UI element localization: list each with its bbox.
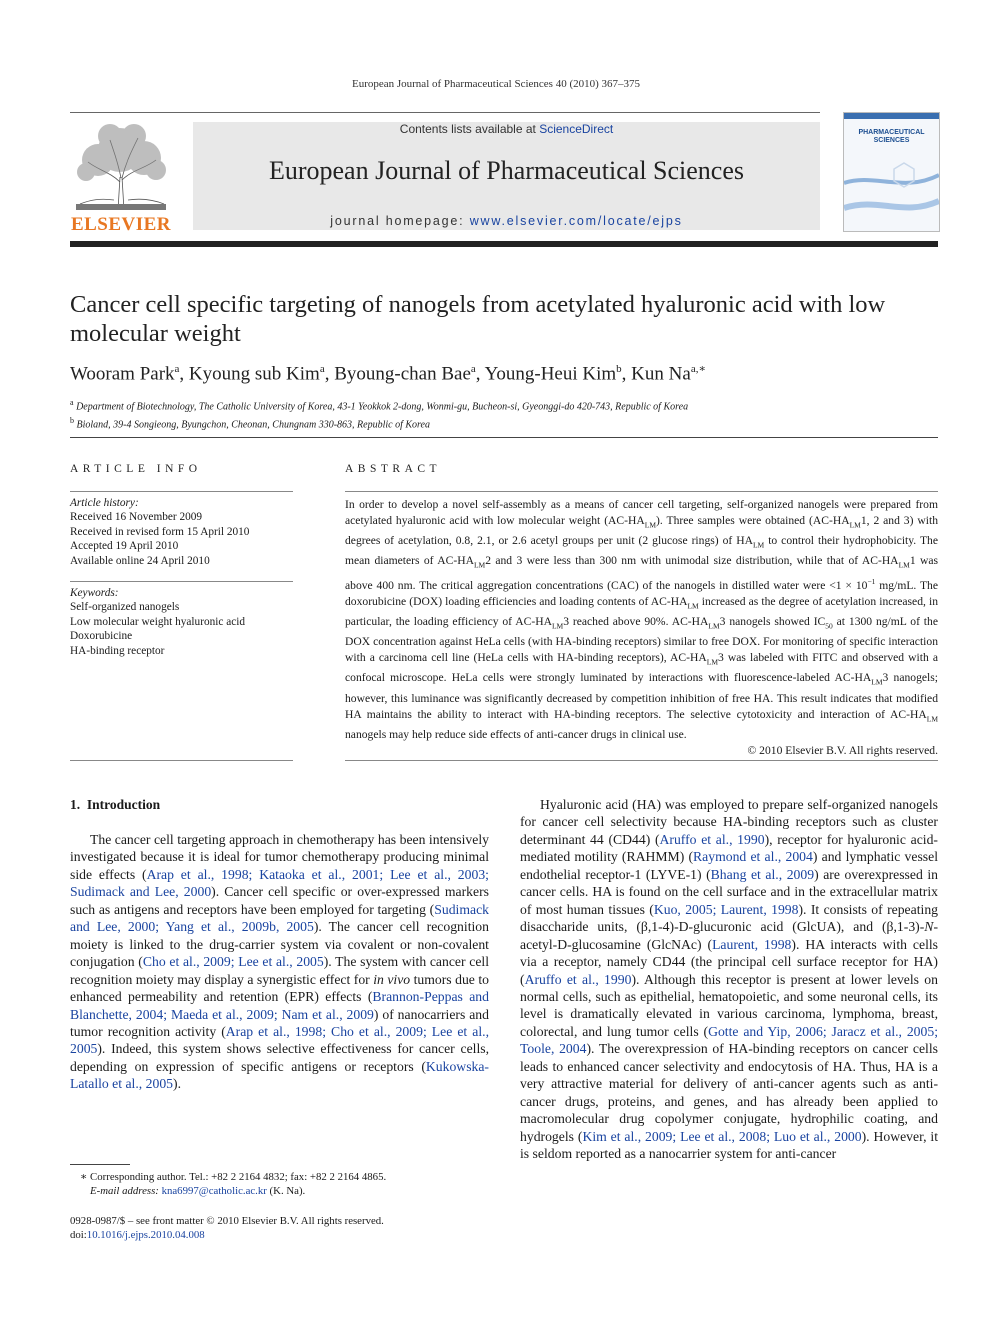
front-matter <box>70 1214 570 1242</box>
abstract-rule <box>345 491 938 492</box>
author-name[interactable]: Byoung-chan Bae <box>334 363 471 385</box>
author-affil-mark: b <box>616 363 622 375</box>
keywords <box>70 586 293 658</box>
journal-title: European Journal of Pharmaceutical Sciences <box>268 156 745 185</box>
cover-title-line1: PHARMACEUTICAL <box>858 129 925 136</box>
journal-cover-thumbnail[interactable] <box>843 112 940 232</box>
issn-line: 0928-0987/$ – see front matter © 2010 Elsevier B.V. All rights reserved. <box>70 1215 384 1227</box>
homepage-line <box>193 214 820 228</box>
section-number: 1. <box>70 797 81 812</box>
abstract-copyright: © 2010 Elsevier B.V. All rights reserved. <box>747 743 938 757</box>
history-label: Article history: <box>70 497 139 509</box>
history-item: Received in revised form 15 April 2010 <box>70 525 250 538</box>
header-thick-rule <box>70 241 938 247</box>
running-head: European Journal of Pharmaceutical Sciences 40 (2010) 367–375 <box>351 78 641 90</box>
keywords-label: Keywords: <box>70 587 119 599</box>
email-link[interactable]: kna6997@catholic.ac.kr <box>161 1185 267 1197</box>
homepage-prefix: journal homepage: <box>330 214 470 228</box>
keyword: Doxorubicine <box>70 630 133 643</box>
author-affil-mark: a <box>470 363 476 375</box>
cover-title-line2: SCIENCES <box>873 137 910 144</box>
journal-banner <box>193 122 820 230</box>
history-item: Received 16 November 2009 <box>70 511 203 524</box>
article-history <box>70 496 293 568</box>
author-name[interactable]: Kun Na <box>631 363 691 385</box>
abstract-text: In order to develop a novel self-assembly as a means of cancer cell targeting, self-organized nanogels were prepared from acetylated hyaluronic acid with low molecular weight $(AC-HA_{LM})$. Three samples were obtained ($AC-HA_{LM}1$, 2 and 3) with degrees of acetylation, 0.8, 2.1, or 2.6 acetyl groups per unit (2 glucose rings) of $HA_{LM}$ to control their hydrophobicity. The mean diameters of $AC-HA_{LM}2$ and 3 were less than 300 nm with unimodal size distribution, while that of $AC-HA_{LM}1$ was above 400 nm. The critical aggregation concentrations (CAC) of the nanogels in distilled water were $<1 \times 10^{-1}$ mg/mL. The doxorubicine (DOX) loading efficiencies and loading contents of $AC-HA_{LM}$ increased as the degree of acetylation increased, in particular, the loading efficiency of $AC-HA_{LM}3$ reached above 90%. $AC-HA_{LM}3$ nanogels showed $IC_{50}$ at 1300 ng/mL of the DOX concentration against HeLa cells (with HA-binding receptors) similar to free DOX. For monitoring of specific interaction with a carcinoma cell line (HeLa cells with HA-binding receptors), $AC-HA_{LM}3$ was labeled with FITC and observed with a confocal microscope. HeLa cells were strongly luminated by interactions with fluorescence-labeled $AC-HA_{LM}3$ nanogels; however, this luminance was significantly decreased by competition inhibition of free HA. This result indicates that modified HA maintains the ability to interact with HA-binding receptors. The selective cytotoxicity and interaction of $AC-HA_{LM}$ nanogels may help reduce side effects of anti-cancer drugs in clinical use. © 2010 Elsevier B.V. All rights reserved. <box>345 498 939 757</box>
doi-link[interactable]: 10.1016/j.ejps.2010.04.008 <box>86 1229 205 1241</box>
affiliation-text: Bioland, 39-4 Songieong, Byungchon, Cheonan, Chungnam 330-863, Republic of Korea <box>76 419 430 431</box>
history-item: Accepted 19 April 2010 <box>70 540 179 553</box>
affiliation <box>70 414 938 432</box>
article-title: Cancer cell specific targeting of nanogels from acetylated hyaluronic acid with low molecular weight <box>70 291 886 347</box>
doi-label: doi: <box>70 1229 87 1241</box>
keywords-rule <box>70 581 293 582</box>
author-name[interactable]: Kyoung sub Kim <box>188 363 320 385</box>
section-heading <box>70 797 160 813</box>
article-info-rule <box>70 491 293 492</box>
abstract-bottom-rule <box>345 760 938 761</box>
author-list: Wooram Park$^a$, Kyoung sub Kim$^a$, Byoung-chan Bae$^a$, Young-Heui Kim$^b$, Kun $Na^{a,∗}$ <box>70 363 706 385</box>
affiliation-text: Department of Biotechnology, The Catholic University of Korea, 43-1 Yeokkok 2-dong, Wonmi-gu, Bucheon-si, Gyeonggi-do 420-743, Republic of Korea <box>76 401 689 413</box>
email-note <box>70 1184 489 1198</box>
affiliation-mark: b <box>70 416 74 426</box>
elsevier-wordmark: ELSEVIER <box>70 214 172 235</box>
history-item: Available online 24 April 2010 <box>70 554 210 567</box>
sciencedirect-link[interactable]: ScienceDirect <box>539 122 614 136</box>
affiliation <box>70 396 938 414</box>
contents-line <box>193 122 820 136</box>
author-affil-mark: a <box>319 363 325 375</box>
homepage-link[interactable]: www.elsevier.com/locate/ejps <box>469 214 683 228</box>
affiliations <box>70 396 938 433</box>
elsevier-logo[interactable] <box>70 122 172 234</box>
tree-icon <box>70 122 172 214</box>
article-info-bottom-rule <box>70 760 293 761</box>
author-name[interactable]: Young-Heui Kim <box>484 363 617 385</box>
abstract-heading: ABSTRACT <box>345 463 442 475</box>
affiliation-mark: a <box>70 398 74 407</box>
intro-paragraph-1: The cancer cell targeting approach in chemotherapy has been intensively investigated because it is ideal for tumor chemotherapy producing minimal side effects (Arap et al., 1998; Kataoka et al., 2001; Lee et al., 2003; Sudimack and Lee, 2000). Cancer cell specific or over-expressed markers such as antigens and receptors have been employed for targeting (Sudimack and Lee, 2000; Yang et al., 2009b, 2005). The cancer cell recognition moiety is linked to the drug-carrier system via covalent or non-covalent conjugation (Cho et al., 2009; Lee et al., 2005). The system with cancer cell recognition moiety may display a synergistic effect for in vivo tumors due to enhanced permeability and retention (EPR) effects (Brannon-Peppas and Blanchette, 2004; Maeda et al., 2009; Nam et al., 2009) of nanocarriers and tumor recognition activity (Arap et al., 1998; Cho et al., 2009; Lee et al., 2005). Indeed, this system shows selective effectiveness for cancer cells, depending on expression of specific antigens or receptors (Kukowska-Latallo et al., 2005). <box>70 832 489 1092</box>
author-name[interactable]: Wooram Park <box>70 363 175 385</box>
article-info-heading: ARTICLE INFO <box>70 463 202 475</box>
corresponding-text: Corresponding author. Tel.: +82 2 2164 4832; fax: +82 2 2164 4865. <box>90 1171 387 1183</box>
intro-paragraph-2: Hyaluronic acid (HA) was employed to prepare self-organized nanogels for cancer cell selectivity because HA-binding receptors such as cluster determinant 44 (CD44) (Aruffo et al., 1990), receptor for hyaluronic acid-mediated motility (RAHMM) (Raymond et al., 2004) and lymphatic vessel endothelial receptor-1 (LYVE-1) (Bhang et al., 2009) are overexpressed in cancer cells. HA is found on the cell surface and in the extracellular matrix of most human tissues (Kuo, 2005; Laurent, 1998). It consists of repeating disaccharide units, (β,1-4)-D-glucuronic acid (GlcUA), and (β,1-3)-N-acetyl-D-glucosamine (GlcNAc) (Laurent, 1998). HA interacts with cells via a receptor, namely CD44 (the principal cell surface receptor for HA) (Aruffo et al., 1990). Although this receptor is present at lower levels on normal cells, such as epithelial, hematopoietic, and some neuronal cells, its level is dramatically elevated in various carcinoma, lymphoma, breast, colorectal, and lung tumor cells (Gotte and Yip, 2006; Jaracz et al., 2005; Toole, 2004). The overexpression of HA-binding receptors on cancer cells leads to enhanced cancer selectivity and endocytosis of HA. Thus, HA is a very attractive material for delivery of anti-cancer agents such as anti-cancer drugs, proteins, and genes, and has already been applied to macromolecular drug copolymer conjugate, hydrophilic coating, and hydrogels (Kim et al., 2009; Lee et al., 2008; Luo et al., 2000). However, it is seldom reported as a nanocarrier system for anti-cancer <box>520 797 939 1162</box>
corresponding-author-note: ∗ Corresponding author. Tel.: +82 2 2164 4832; fax: +82 2 2164 4865. <box>80 1171 387 1183</box>
footnote-rule <box>70 1164 130 1165</box>
author-affil-mark: a <box>174 363 180 375</box>
keyword: Low molecular weight hyaluronic acid <box>70 615 246 628</box>
doi-line <box>70 1228 570 1242</box>
keyword: HA-binding receptor <box>70 644 165 657</box>
author-affil-mark: a,∗ <box>690 363 706 375</box>
email-suffix: (K. Na). <box>266 1185 306 1197</box>
header-rule <box>70 112 820 113</box>
email-label: E-mail address: <box>90 1185 162 1197</box>
cover-artwork-icon <box>844 113 939 231</box>
footnotes <box>70 1170 489 1198</box>
contents-prefix: Contents lists available at <box>399 122 540 136</box>
section-title: Introduction <box>86 797 161 812</box>
title-block-rule <box>70 437 938 438</box>
keyword: Self-organized nanogels <box>70 601 180 614</box>
